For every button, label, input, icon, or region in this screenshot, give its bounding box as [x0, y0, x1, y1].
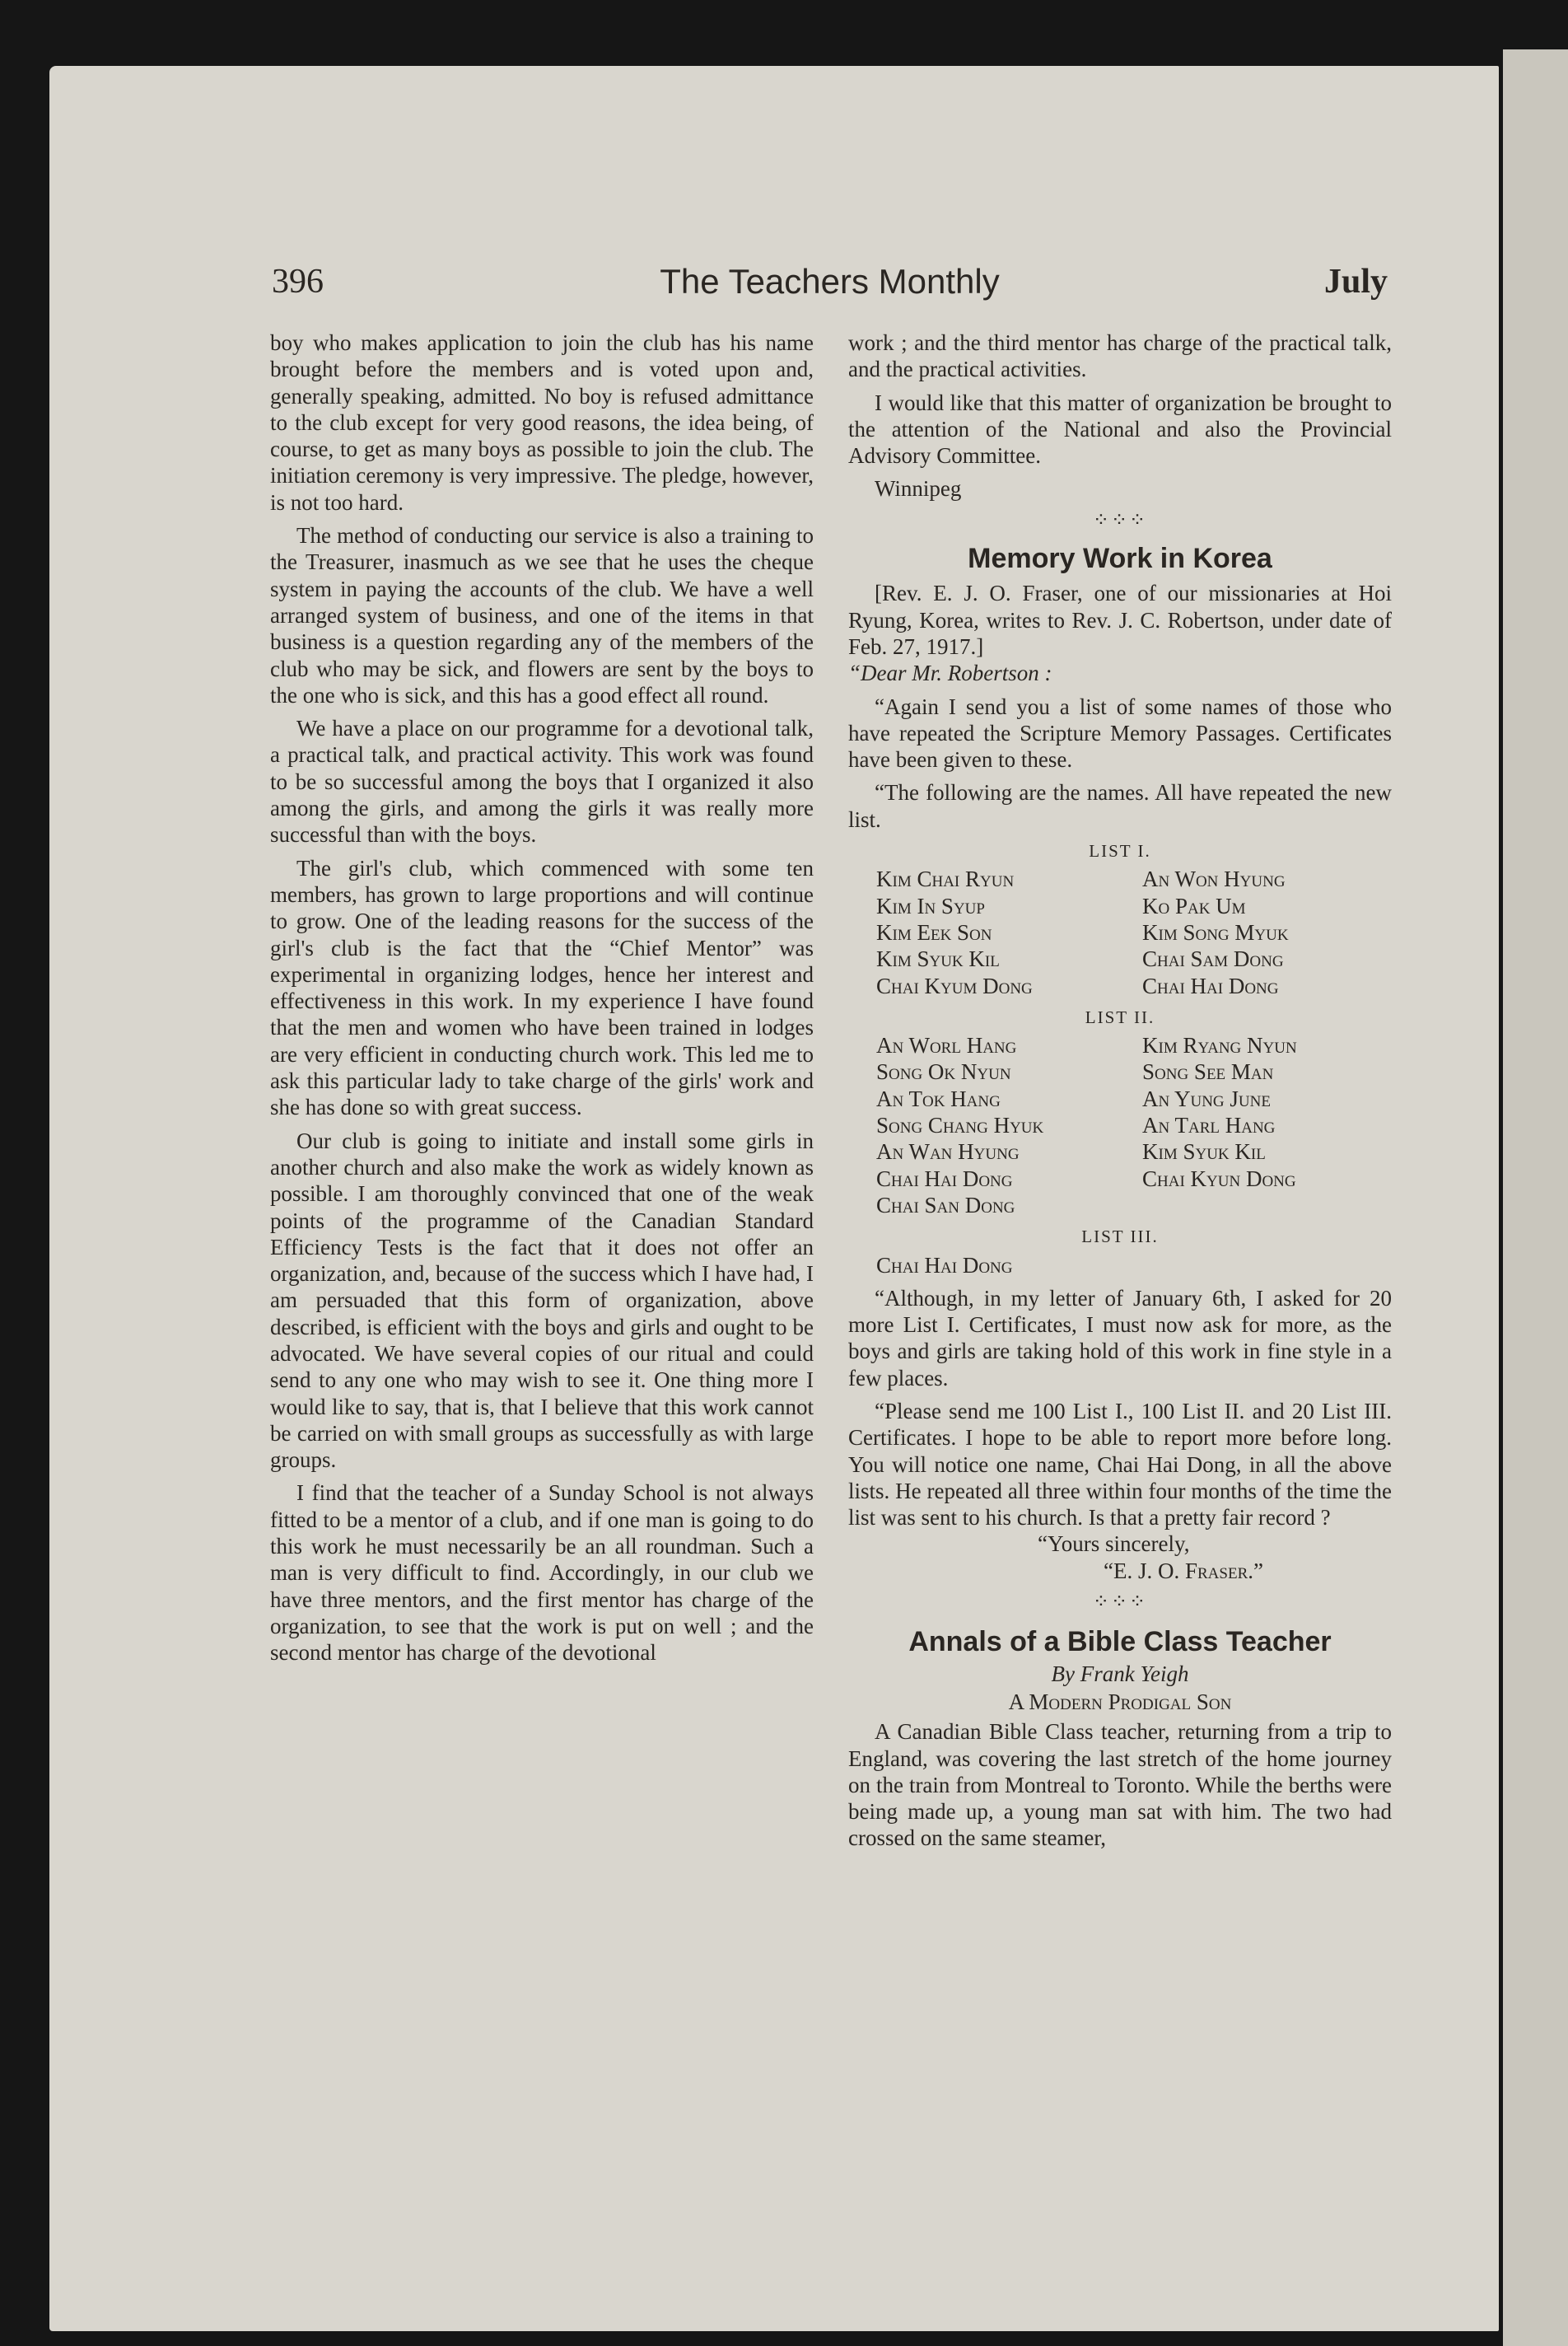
list-item: An Wan Hyung: [876, 1139, 1020, 1165]
list-item: Chai Sam Dong: [1142, 946, 1284, 972]
list-item: Kim Syuk Kil: [1142, 1139, 1266, 1165]
list-item: An Worl Hang: [876, 1033, 1017, 1059]
list-item: An Tok Hang: [876, 1086, 1001, 1111]
paragraph: We have a place on our programme for a devotional talk, a practical talk, and practical activity. This work was found to be so successful among the boys that I organized it also among the girls, and among the girls it was really more successful than with the boys.: [270, 716, 814, 848]
place-signoff: Winnipeg: [875, 476, 962, 502]
list-item: Song See Man: [1142, 1059, 1274, 1085]
issue-month: July: [1323, 263, 1388, 301]
article-byline: By Frank Yeigh: [1051, 1661, 1189, 1686]
list-item: An Yung June: [1142, 1086, 1271, 1111]
list-item: Kim Song Myuk: [1142, 919, 1289, 945]
names-list-1: [848, 866, 1392, 998]
names-list-2: [848, 1032, 1392, 1218]
list-item: Ko Pak Um: [1142, 893, 1246, 918]
list-item: Kim Chai Ryun: [876, 867, 1015, 892]
list-label: LIST I.: [1089, 841, 1151, 862]
paragraph: boy who makes application to join the club has his name brought before the members and is voted upon and, generally speaking, admitted. No boy is refused admittance to the club except for very good reasons, the idea being, of course, to get as many boys as possible to join the club. The initiation ceremony is very impressive. The pledge, however, is not too hard.: [270, 330, 814, 515]
adjacent-page-edge: [1503, 49, 1568, 2346]
list-item: Kim Syuk Kil: [876, 946, 1000, 972]
paragraph: “The following are the names. All have repeated the new list.: [848, 780, 1392, 832]
article-title: Annals of a Bible Class Teacher: [908, 1626, 1332, 1658]
list-item: Kim In Syup: [876, 893, 985, 918]
left-column: [270, 329, 814, 1666]
list-item: Chai Hai Dong: [1142, 973, 1279, 998]
page-number: 396: [272, 263, 324, 301]
list-item: Chai Kyun Dong: [1142, 1166, 1296, 1191]
paragraph: I find that the teacher of a Sunday School is not always fitted to be a mentor of a club, and if one man is going to do this work he must necessarily be an all roundman. Such a man is very difficult to find. Accordingly, in our club we have three mentors, and the first mentor has charge of the organization, to see that the work is put on well ; and the second mentor has charge of the devotional: [270, 1480, 814, 1666]
right-column: [848, 329, 1392, 1852]
paragraph: work ; and the third mentor has charge of the practical talk, and the practical activities.: [848, 330, 1392, 382]
list-item: Chai Hai Dong: [876, 1166, 1013, 1191]
journal-title: The Teachers Monthly: [660, 262, 1000, 301]
list-item: Kim Eek Son: [876, 919, 992, 945]
list-item: Song Ok Nyun: [876, 1059, 1011, 1085]
letter-closing: “Yours sincerely,: [1038, 1531, 1190, 1557]
article-title: Memory Work in Korea: [968, 543, 1272, 575]
paragraph: “Although, in my letter of January 6th, I asked for 20 more List I. Certificates, I must now ask for more, as the boys and girls are taking hold of this work in fine style in a few places.: [848, 1285, 1392, 1390]
list-item: An Won Hyung: [1142, 867, 1286, 892]
paragraph: “Again I send you a list of some names of those who have repeated the Scripture Memory Passages. Certificates have been given to these.: [848, 694, 1392, 773]
paragraph: I would like that this matter of organization be brought to the attention of the National and also the Provincial Advisory Committee.: [848, 390, 1392, 469]
list-item: Kim Ryang Nyun: [1142, 1033, 1297, 1059]
section-divider-ornament: ⁘⁘⁘: [1092, 509, 1148, 531]
list-item: Chai Hai Dong: [876, 1252, 1013, 1278]
list-label: LIST II.: [1085, 1007, 1155, 1027]
list-item: Song Chang Hyuk: [876, 1113, 1044, 1138]
list-item: Chai Kyum Dong: [876, 973, 1033, 998]
paragraph: The method of conducting our service is also a training to the Treasurer, inasmuch as we see that he uses the cheque system in paying the accounts of the club. We have a well arranged system of business, and one of the items in that business is a question regarding any of the members of the club who may be sick, and flowers are sent by the boys to the one who is sick, and this has a good effect all round.: [270, 523, 814, 708]
names-list-3: [848, 1252, 1392, 1278]
paragraph: “Please send me 100 List I., 100 List II. and 20 List III. Certificates. I hope to be able to report more before long. You will notice one name, Chai Hai Dong, in all the above lists. He repeated all three within four months of the time the list was sent to his church. Is that a pretty fair record ?: [848, 1398, 1392, 1531]
running-head: [272, 262, 1388, 315]
list-item: Chai San Dong: [876, 1192, 1015, 1217]
letter-signature: “E. J. O. Fraser.”: [1104, 1558, 1263, 1583]
article-subtitle: A Modern Prodigal Son: [1008, 1689, 1232, 1714]
editor-note: [Rev. E. J. O. Fraser, one of our missionaries at Hoi Ryung, Korea, writes to Rev. J. C. Robertson, under date of Feb. 27, 1917.]: [848, 581, 1392, 659]
list-label: LIST III.: [1081, 1227, 1159, 1247]
list-item: An Tarl Hang: [1142, 1113, 1276, 1138]
paragraph: A Canadian Bible Class teacher, returning from a trip to England, was covering the last stretch of the home journey on the train from Montreal to Toronto. While the berths were being made up, a young man sat with him. The two had crossed on the same steamer,: [848, 1719, 1392, 1851]
paragraph: The girl's club, which commenced with some ten members, has grown to large proportions and will continue to grow. One of the leading reasons for the success of the girl's club is the fact that the “Chief Mentor” was experimental in organizing lodges, hence her interest and effectiveness in this work. In my experience I have found that the men and women who have been trained in lodges are very efficient in conducting church work. This led me to ask this particular lady to take charge of the girls' work and she has done so with great success.: [270, 855, 814, 1120]
section-divider-ornament: ⁘⁘⁘: [1092, 1591, 1148, 1614]
paragraph: Our club is going to initiate and install some girls in another church and also make the work as widely known as possible. I am thoroughly convinced that one of the weak points of the programme of the Canadian Standard Efficiency Tests is the fact that it does not offer an organization, and, because of the success which I have had, I am persuaded that this form of organization, above described, is efficient with the boys and girls and ought to be advocated. We have several copies of our ritual and could send to any one who may wish to see it. One thing more I would like to say, that is, that I believe that this work cannot be carried on with small groups as successfully as with large groups.: [270, 1128, 814, 1473]
salutation: “Dear Mr. Robertson :: [848, 661, 1052, 686]
